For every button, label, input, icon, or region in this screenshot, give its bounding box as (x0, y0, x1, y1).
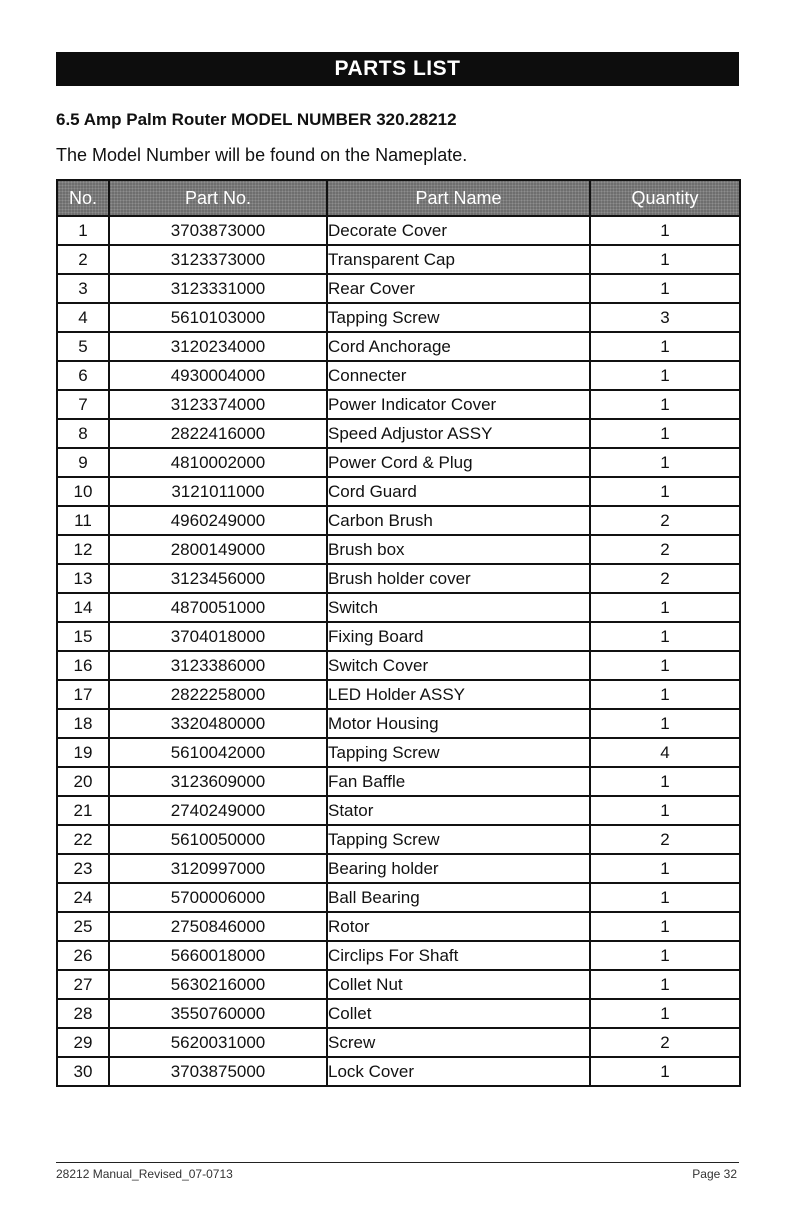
part-number-cell: 2822416000 (109, 419, 327, 448)
table-row (57, 419, 740, 448)
part-name-cell: Speed Adjustor ASSY (327, 419, 590, 448)
quantity-cell: 1 (590, 941, 740, 970)
table-row (57, 245, 740, 274)
table-row (57, 1028, 740, 1057)
quantity-cell: 1 (590, 883, 740, 912)
item-number-cell: 24 (57, 883, 109, 912)
part-name-cell: Lock Cover (327, 1057, 590, 1086)
part-number-cell: 3703873000 (109, 216, 327, 245)
part-name-cell: Fixing Board (327, 622, 590, 651)
table-row (57, 216, 740, 245)
parts-list-banner: PARTS LIST (56, 52, 739, 86)
quantity-cell: 1 (590, 912, 740, 941)
quantity-cell: 1 (590, 361, 740, 390)
table-row (57, 1057, 740, 1086)
part-number-cell: 4810002000 (109, 448, 327, 477)
item-number-cell: 6 (57, 361, 109, 390)
quantity-cell: 1 (590, 709, 740, 738)
table-row (57, 390, 740, 419)
table-row (57, 912, 740, 941)
item-number-cell: 30 (57, 1057, 109, 1086)
quantity-cell: 1 (590, 1057, 740, 1086)
part-number-cell: 5660018000 (109, 941, 327, 970)
part-name-cell: Tapping Screw (327, 303, 590, 332)
part-name-cell: Stator (327, 796, 590, 825)
item-number-cell: 21 (57, 796, 109, 825)
part-name-cell: Motor Housing (327, 709, 590, 738)
table-row (57, 477, 740, 506)
part-name-cell: Screw (327, 1028, 590, 1057)
part-name-cell: Collet Nut (327, 970, 590, 999)
table-row (57, 651, 740, 680)
part-number-cell: 3123331000 (109, 274, 327, 303)
quantity-cell: 2 (590, 506, 740, 535)
quantity-cell: 1 (590, 419, 740, 448)
part-name-cell: Bearing holder (327, 854, 590, 883)
header-quantity: Quantity (590, 180, 740, 216)
parts-table-body (57, 216, 740, 1086)
part-number-cell: 5610050000 (109, 825, 327, 854)
table-row (57, 593, 740, 622)
table-row (57, 506, 740, 535)
part-number-cell: 3320480000 (109, 709, 327, 738)
item-number-cell: 25 (57, 912, 109, 941)
part-name-cell: Circlips For Shaft (327, 941, 590, 970)
header-part-no: Part No. (109, 180, 327, 216)
table-row (57, 970, 740, 999)
part-number-cell: 4870051000 (109, 593, 327, 622)
item-number-cell: 13 (57, 564, 109, 593)
table-row (57, 854, 740, 883)
footer-divider (56, 1162, 739, 1163)
item-number-cell: 17 (57, 680, 109, 709)
part-number-cell: 2740249000 (109, 796, 327, 825)
item-number-cell: 12 (57, 535, 109, 564)
part-number-cell: 2750846000 (109, 912, 327, 941)
part-name-cell: Power Indicator Cover (327, 390, 590, 419)
item-number-cell: 11 (57, 506, 109, 535)
part-name-cell: Rear Cover (327, 274, 590, 303)
part-number-cell: 2800149000 (109, 535, 327, 564)
footer-document-id: 28212 Manual_Revised_07-0713 (56, 1167, 233, 1181)
part-number-cell: 3123386000 (109, 651, 327, 680)
item-number-cell: 28 (57, 999, 109, 1028)
part-name-cell: Collet (327, 999, 590, 1028)
part-name-cell: Cord Anchorage (327, 332, 590, 361)
table-row (57, 825, 740, 854)
table-header-row (57, 180, 740, 216)
part-name-cell: Carbon Brush (327, 506, 590, 535)
item-number-cell: 23 (57, 854, 109, 883)
part-name-cell: Fan Baffle (327, 767, 590, 796)
part-name-cell: Brush box (327, 535, 590, 564)
part-number-cell: 3704018000 (109, 622, 327, 651)
table-row (57, 941, 740, 970)
quantity-cell: 2 (590, 535, 740, 564)
quantity-cell: 3 (590, 303, 740, 332)
model-heading: 6.5 Amp Palm Router MODEL NUMBER 320.28212 (56, 110, 457, 129)
part-number-cell: 3123456000 (109, 564, 327, 593)
part-number-cell: 5610042000 (109, 738, 327, 767)
part-number-cell: 3120234000 (109, 332, 327, 361)
item-number-cell: 18 (57, 709, 109, 738)
table-row (57, 332, 740, 361)
quantity-cell: 1 (590, 622, 740, 651)
table-row (57, 796, 740, 825)
quantity-cell: 2 (590, 564, 740, 593)
quantity-cell: 1 (590, 477, 740, 506)
quantity-cell: 1 (590, 216, 740, 245)
part-name-cell: Switch Cover (327, 651, 590, 680)
quantity-cell: 1 (590, 593, 740, 622)
part-number-cell: 3123373000 (109, 245, 327, 274)
footer-page-number: Page 32 (692, 1167, 737, 1181)
part-name-cell: Power Cord & Plug (327, 448, 590, 477)
table-row (57, 767, 740, 796)
quantity-cell: 1 (590, 767, 740, 796)
quantity-cell: 1 (590, 970, 740, 999)
part-number-cell: 5700006000 (109, 883, 327, 912)
quantity-cell: 1 (590, 332, 740, 361)
item-number-cell: 8 (57, 419, 109, 448)
part-name-cell: Decorate Cover (327, 216, 590, 245)
quantity-cell: 4 (590, 738, 740, 767)
table-row (57, 274, 740, 303)
table-row (57, 709, 740, 738)
quantity-cell: 1 (590, 796, 740, 825)
part-number-cell: 2822258000 (109, 680, 327, 709)
item-number-cell: 20 (57, 767, 109, 796)
table-row (57, 622, 740, 651)
item-number-cell: 27 (57, 970, 109, 999)
part-name-cell: Tapping Screw (327, 738, 590, 767)
part-name-cell: Transparent Cap (327, 245, 590, 274)
quantity-cell: 2 (590, 1028, 740, 1057)
intro-text: The Model Number will be found on the Nameplate. (56, 145, 468, 165)
part-name-cell: Brush holder cover (327, 564, 590, 593)
item-number-cell: 4 (57, 303, 109, 332)
quantity-cell: 1 (590, 854, 740, 883)
part-number-cell: 3123609000 (109, 767, 327, 796)
part-number-cell: 5610103000 (109, 303, 327, 332)
item-number-cell: 1 (57, 216, 109, 245)
part-number-cell: 3703875000 (109, 1057, 327, 1086)
item-number-cell: 10 (57, 477, 109, 506)
part-number-cell: 4960249000 (109, 506, 327, 535)
part-number-cell: 3123374000 (109, 390, 327, 419)
part-name-cell: Cord Guard (327, 477, 590, 506)
item-number-cell: 5 (57, 332, 109, 361)
item-number-cell: 9 (57, 448, 109, 477)
part-number-cell: 3121011000 (109, 477, 327, 506)
item-number-cell: 7 (57, 390, 109, 419)
quantity-cell: 1 (590, 274, 740, 303)
table-row (57, 738, 740, 767)
header-no: No. (57, 180, 109, 216)
item-number-cell: 14 (57, 593, 109, 622)
part-number-cell: 4930004000 (109, 361, 327, 390)
quantity-cell: 1 (590, 651, 740, 680)
table-row (57, 303, 740, 332)
parts-table (56, 179, 741, 1087)
table-row (57, 999, 740, 1028)
table-row (57, 361, 740, 390)
part-name-cell: Rotor (327, 912, 590, 941)
item-number-cell: 16 (57, 651, 109, 680)
quantity-cell: 1 (590, 448, 740, 477)
item-number-cell: 15 (57, 622, 109, 651)
item-number-cell: 2 (57, 245, 109, 274)
part-name-cell: Ball Bearing (327, 883, 590, 912)
part-number-cell: 5630216000 (109, 970, 327, 999)
quantity-cell: 1 (590, 390, 740, 419)
table-row (57, 883, 740, 912)
part-name-cell: Tapping Screw (327, 825, 590, 854)
item-number-cell: 29 (57, 1028, 109, 1057)
quantity-cell: 1 (590, 245, 740, 274)
quantity-cell: 1 (590, 680, 740, 709)
item-number-cell: 3 (57, 274, 109, 303)
item-number-cell: 19 (57, 738, 109, 767)
quantity-cell: 1 (590, 999, 740, 1028)
part-number-cell: 3550760000 (109, 999, 327, 1028)
item-number-cell: 22 (57, 825, 109, 854)
item-number-cell: 26 (57, 941, 109, 970)
part-name-cell: LED Holder ASSY (327, 680, 590, 709)
header-part-name: Part Name (327, 180, 590, 216)
part-name-cell: Connecter (327, 361, 590, 390)
table-row (57, 680, 740, 709)
part-number-cell: 5620031000 (109, 1028, 327, 1057)
part-name-cell: Switch (327, 593, 590, 622)
quantity-cell: 2 (590, 825, 740, 854)
table-row (57, 535, 740, 564)
table-row (57, 448, 740, 477)
part-number-cell: 3120997000 (109, 854, 327, 883)
table-row (57, 564, 740, 593)
